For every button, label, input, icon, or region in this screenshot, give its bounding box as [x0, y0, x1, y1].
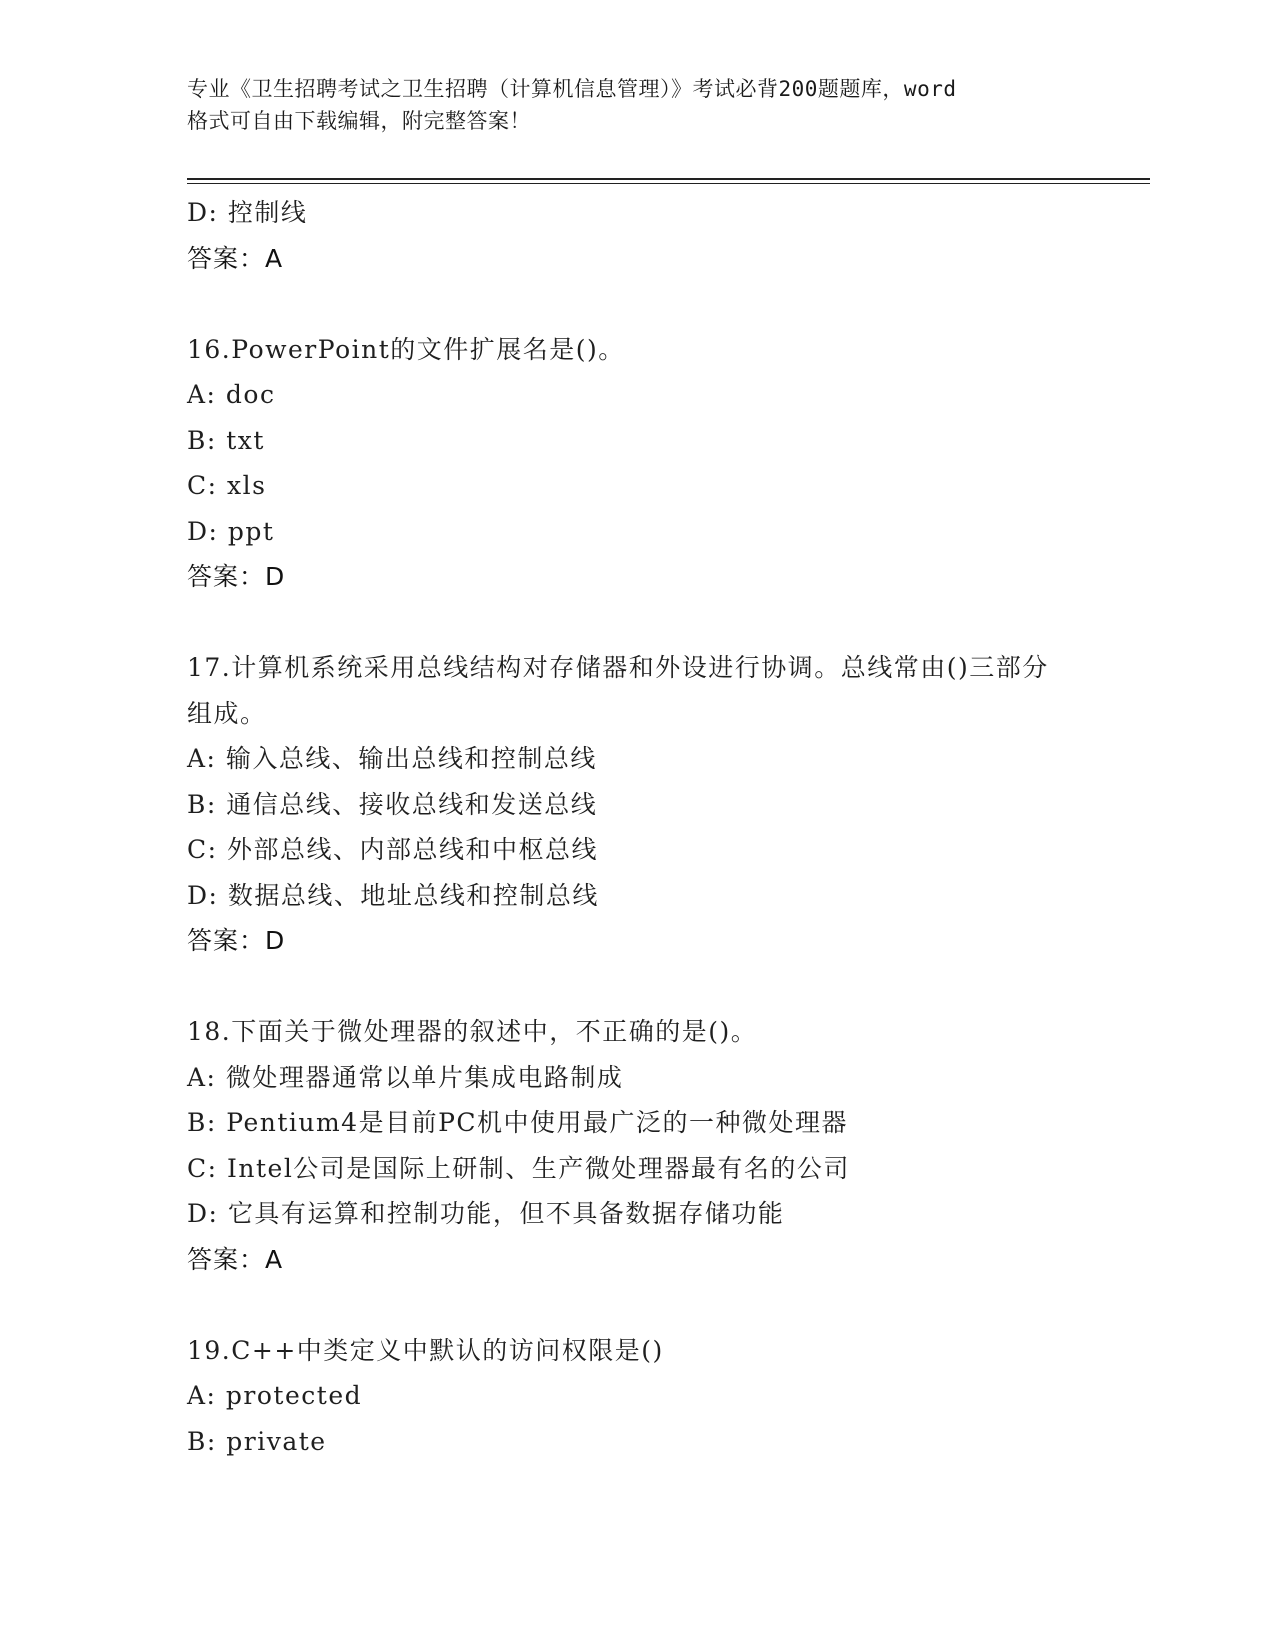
option-d: D: 数据总线、地址总线和控制总线	[187, 880, 599, 910]
question-text: 17.计算机系统采用总线结构对存储器和外设进行协调。总线常由()三部分组成。	[187, 653, 1049, 728]
option-b: B: private	[187, 1426, 327, 1456]
option-a: A: doc	[187, 380, 276, 409]
question-18	[187, 1009, 1087, 1282]
option-a: A: protected	[187, 1381, 363, 1410]
question-text: 19.C++中类定义中默认的访问权限是()	[187, 1335, 664, 1365]
question-text: 16.PowerPoint的文件扩展名是()。	[187, 334, 625, 364]
spacer	[187, 964, 1087, 1010]
option-a: A: 输入总线、输出总线和控制总线	[187, 744, 597, 773]
option-b: B: txt	[187, 425, 265, 455]
option-d: D: 控制线	[187, 198, 308, 227]
question-19	[187, 1328, 1087, 1465]
answer-line: 答案：A	[187, 1244, 284, 1274]
option-c: C: Intel公司是国际上研制、生产微处理器最有名的公司	[187, 1153, 850, 1183]
header-line-1: 专业《卫生招聘考试之卫生招聘（计算机信息管理）》考试必背200题题库，word	[187, 77, 957, 101]
option-d: D: ppt	[187, 516, 275, 546]
answer-line: 答案：D	[187, 926, 286, 955]
question-list	[187, 190, 1087, 1464]
option-c: C: 外部总线、内部总线和中枢总线	[187, 835, 598, 864]
question-15-tail	[187, 190, 1087, 281]
question-16	[187, 327, 1087, 600]
option-c: C: xls	[187, 471, 267, 500]
header-line-2: 格式可自由下载编辑，附完整答案！	[187, 109, 531, 133]
question-17	[187, 645, 1087, 964]
option-b: B: 通信总线、接收总线和发送总线	[187, 789, 598, 819]
answer-line: 答案：D	[187, 562, 286, 591]
answer-line: 答案：A	[187, 243, 284, 273]
header-divider	[187, 178, 1150, 184]
question-text: 18.下面关于微处理器的叙述中，不正确的是()。	[187, 1017, 758, 1046]
option-b: B: Pentium4是目前PC机中使用最广泛的一种微处理器	[187, 1108, 849, 1137]
spacer	[187, 600, 1087, 646]
spacer	[187, 281, 1087, 327]
option-d: D: 它具有运算和控制功能，但不具备数据存储功能	[187, 1199, 785, 1228]
spacer	[187, 1282, 1087, 1328]
option-a: A: 微处理器通常以单片集成电路制成	[187, 1062, 624, 1092]
document-header	[187, 73, 1087, 137]
